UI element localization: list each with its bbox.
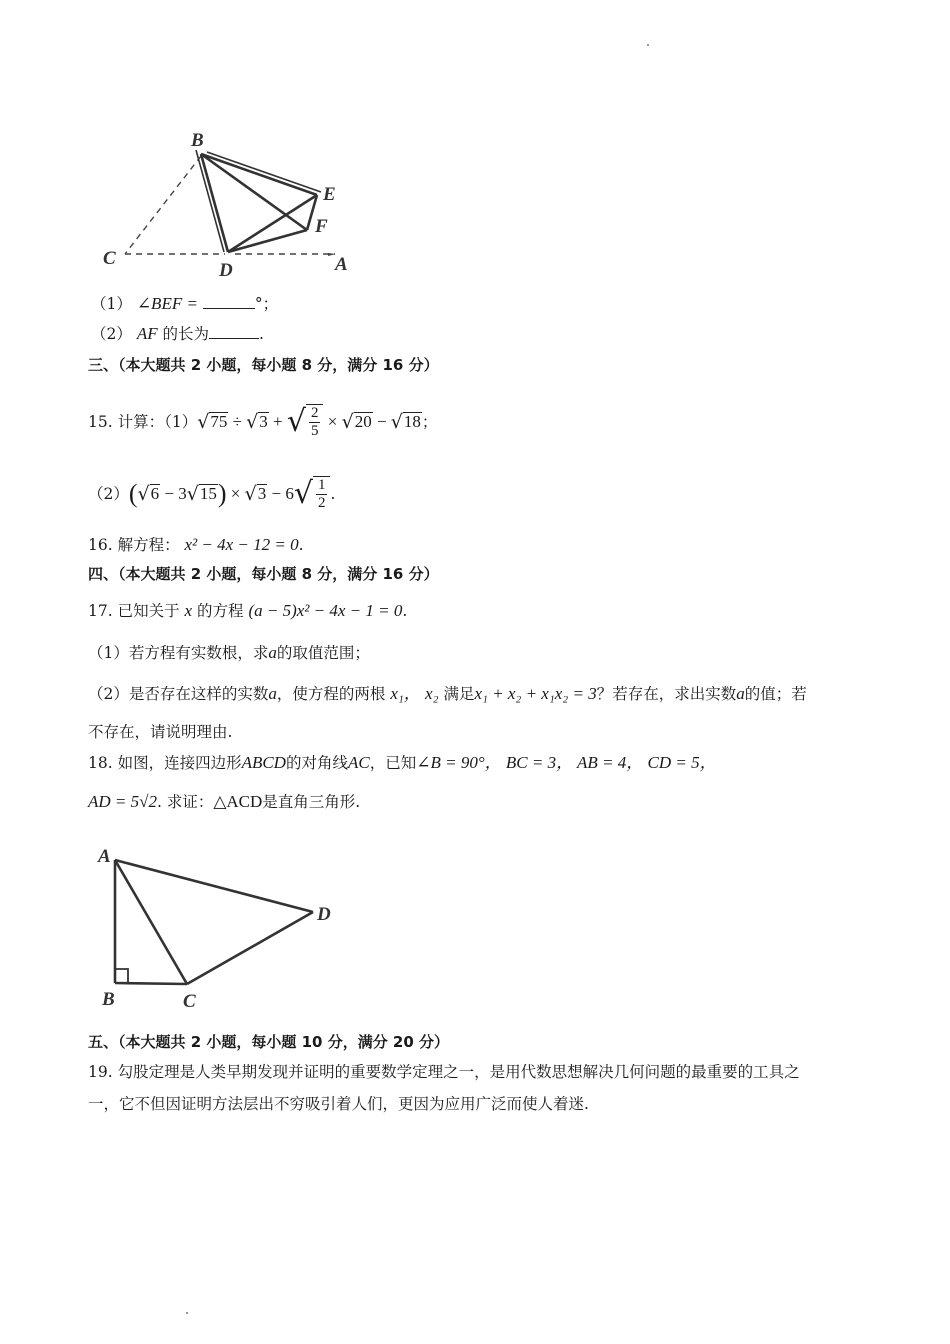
part-prefix: （1） [91, 295, 132, 313]
q18-line2 [88, 792, 360, 812]
label-A: A [335, 254, 348, 275]
part-end: . [259, 325, 264, 343]
segment-BC [115, 983, 187, 984]
answer-blank[interactable] [209, 338, 259, 339]
q19-line1: 19. 勾股定理是人类早期发现并证明的重要数学定理之一，是用代数思想解决几何问题的最重要的工具之 [88, 1063, 800, 1081]
q15-part1 [88, 400, 437, 444]
q17-part2 [88, 684, 807, 704]
math-condition: x₁ + x₂ + x₁x₂ = 3 [474, 684, 597, 703]
text: 17. 已知关于 [88, 602, 185, 620]
q14-part2 [91, 324, 264, 344]
q19-line2: 一，它不但因证明方法层出不穷吸引着人们，更因为应用广泛而使人着迷. [88, 1095, 589, 1113]
math-var: x [184, 601, 193, 620]
segment-AC [115, 860, 187, 984]
label-B: B [102, 989, 115, 1010]
segment-CD [187, 912, 313, 984]
text: 18. 如图，连接四边形 [88, 754, 242, 772]
q15-label: 15. 计算：（1） [88, 412, 198, 431]
math-roots: x₁， x₂ [390, 684, 439, 703]
text: （2）是否存在这样的实数 [88, 685, 269, 703]
q15-end1: ； [421, 412, 438, 431]
figure-q18-quadrilateral [95, 840, 355, 1015]
segment-DF [228, 230, 307, 252]
q17-equation: (a − 5)x² − 4x − 1 = 0 [248, 601, 403, 620]
q16-label: 16. 解方程： [88, 536, 180, 554]
text: . [402, 602, 408, 620]
label-D: D [219, 260, 233, 280]
label-E: E [323, 184, 336, 205]
section-4-header: 四、（本大题共 2 小题，每小题 8 分，满分 16 分） [88, 565, 439, 583]
q17-part2-cont: 不存在，请说明理由. [88, 723, 233, 741]
line-BC-dashed [125, 156, 201, 254]
q17-part1 [88, 643, 370, 663]
q16-equation: x² − 4x − 12 = 0 [184, 535, 299, 554]
q15-part2-label: （2） [88, 484, 129, 503]
label-B: B [191, 130, 204, 151]
q17-stem [88, 601, 407, 621]
q16-end: . [298, 536, 304, 554]
label-F: F [315, 216, 328, 237]
math-quad: ABCD [241, 753, 286, 772]
scan-dot [186, 1312, 188, 1314]
answer-blank[interactable] [203, 308, 255, 309]
q15-expr2: ( √ 6 − 3 √ 15 ) × √ 3 − 6 √ $\frac{1}{2}$ [129, 476, 331, 513]
q16 [88, 535, 304, 555]
scan-dot [647, 44, 649, 46]
text: 是直角三角形. [262, 793, 361, 811]
math-angle-BEF: ∠BEF = [136, 294, 198, 313]
section-5-header: 五、（本大题共 2 小题，每小题 10 分，满分 20 分） [88, 1033, 450, 1051]
right-angle-mark [115, 969, 128, 983]
label-C: C [103, 248, 116, 269]
section-3-header: 三、（本大题共 2 小题，每小题 8 分，满分 16 分） [88, 356, 439, 374]
q14-part1 [91, 294, 278, 314]
segment-DE [228, 195, 317, 252]
text: 的取值范围； [276, 644, 370, 662]
segment-AD [115, 860, 313, 912]
q18-stem [88, 753, 717, 773]
part-suffix: °； [254, 295, 279, 313]
text: ？若存在，求出实数 [596, 685, 737, 703]
text: 满足 [443, 685, 475, 703]
text: ，使方程的两根 [276, 685, 386, 703]
text: 的对角线 [285, 754, 348, 772]
math-var: a [268, 684, 277, 703]
math-diag: AC [347, 753, 370, 772]
text: 的方程 [192, 602, 244, 620]
label-A: A [98, 846, 111, 867]
math-AF: AF [136, 324, 158, 343]
text: ，已知 [369, 754, 417, 772]
q15-expr1: √ 75 ÷ √ 3 + √ $\frac{2}{5}$ × √ 20 − √ 18 [197, 404, 421, 439]
figure-q14-geometry [95, 120, 365, 280]
text: 的值；若 [744, 685, 807, 703]
math-AD: AD = 5√2 [88, 792, 157, 811]
part-text: 的长为 [157, 325, 210, 343]
q15-part2 [88, 472, 335, 516]
segment-BF [201, 154, 307, 230]
math-triangle: △ACD [213, 792, 263, 811]
segment-BD [201, 154, 228, 252]
part-prefix: （2） [91, 325, 132, 343]
label-C: C [183, 991, 196, 1012]
label-D: D [317, 904, 331, 925]
text: （1）若方程有实数根，求 [88, 644, 269, 662]
math-given: ∠B = 90°， BC = 3， AB = 4， CD = 5， [416, 753, 717, 772]
math-var: a [736, 684, 745, 703]
q15-end2: . [330, 484, 336, 503]
math-var: a [268, 643, 277, 662]
segment-BE [201, 154, 317, 195]
text: . 求证： [156, 793, 214, 811]
